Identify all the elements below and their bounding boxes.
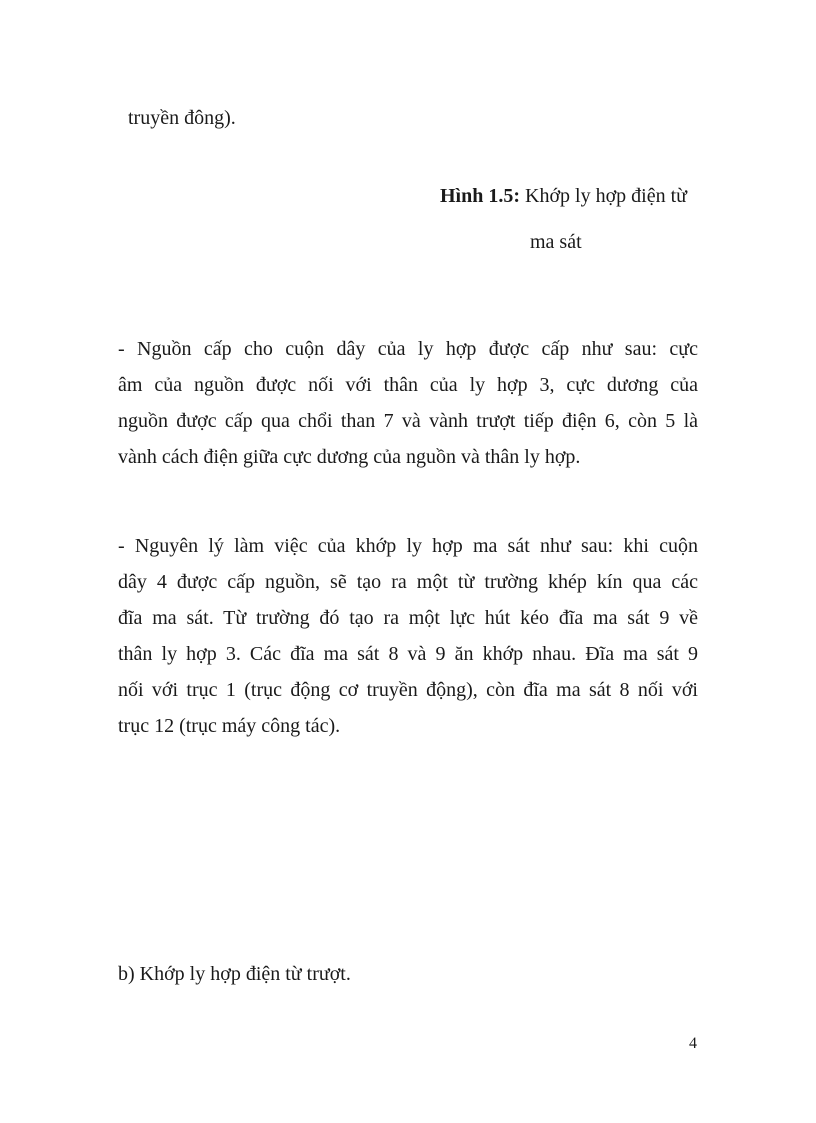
paragraph-working-principle [118,528,698,744]
continued-text-line: truyền đông). [128,107,236,129]
paragraph-line: trục 12 (trục máy công tác). [118,715,341,737]
figure-caption-text-1: Khớp ly hợp điện từ [520,185,688,207]
paragraph-line: dây 4 được cấp nguồn, sẽ tạo ra một từ trường khép kín qua các [118,571,698,593]
figure-caption-text-2: ma sát [530,231,582,253]
paragraph-line: - Nguyên lý làm việc của khớp ly hợp ma sát như sau: khi cuộn [118,535,698,557]
paragraph-line: vành cách điện giữa cực dương của nguồn và thân ly hợp. [118,446,581,468]
figure-caption [440,184,687,208]
paragraph-line: đĩa ma sát. Từ trường đó tạo ra một lực hút kéo đĩa ma sát 9 về [118,607,698,629]
paragraph-line: âm của nguồn được nối với thân của ly hợp 3, cực dương của [118,374,698,396]
page-number: 4 [689,1035,697,1052]
paragraph-line: thân ly hợp 3. Các đĩa ma sát 8 và 9 ăn khớp nhau. Đĩa ma sát 9 [118,643,698,665]
paragraph-line: nguồn được cấp qua chổi than 7 và vành trượt tiếp điện 6, còn 5 là [118,410,698,432]
section-subheading: b) Khớp ly hợp điện từ trượt. [118,963,351,985]
paragraph-power-supply [118,331,698,475]
paragraph-line: nối với trục 1 (trục động cơ truyền động), còn đĩa ma sát 8 nối với [118,679,698,701]
paragraph-line: - Nguồn cấp cho cuộn dây của ly hợp được cấp như sau: cực [118,338,698,360]
figure-caption-label: Hình 1.5: [440,185,521,207]
